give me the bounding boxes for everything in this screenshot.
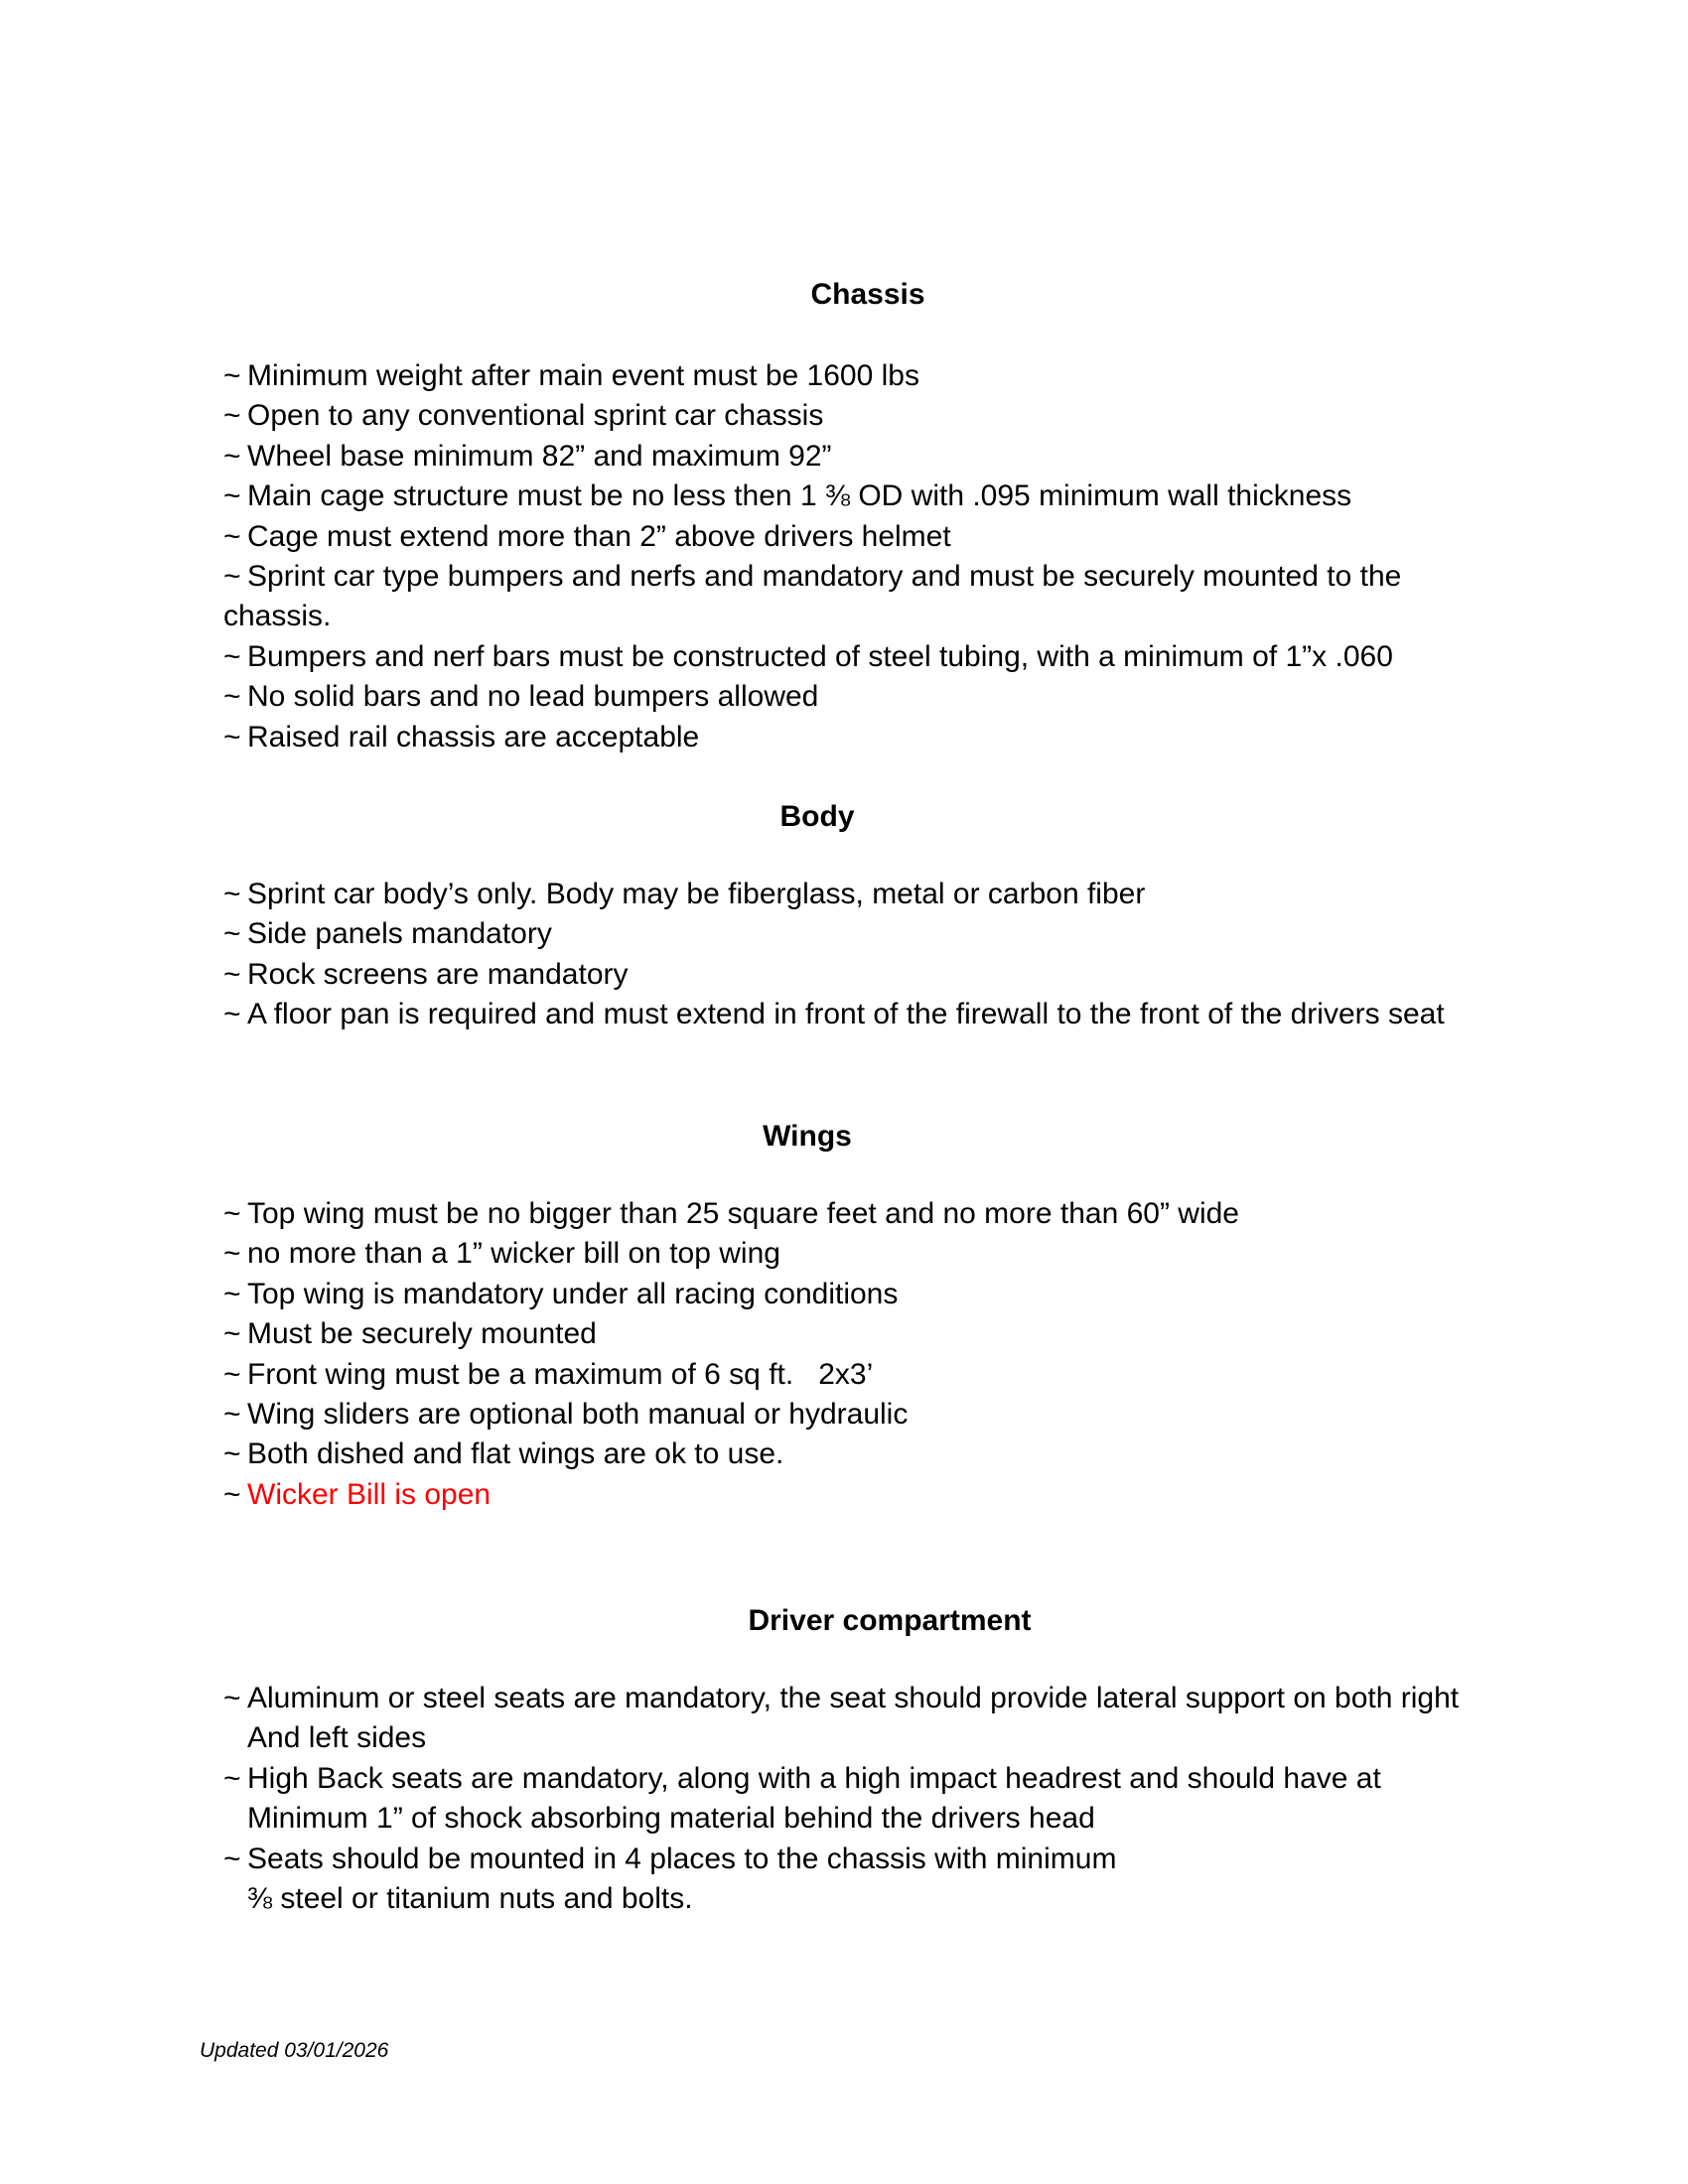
rule-line [223,1679,1459,1718]
rule-text: Both dished and flat wings are ok to use. [247,1437,784,1471]
bullet-tilde: ~ [223,1237,241,1271]
rule-text: Aluminum or steel seats are mandatory, the seat should provide lateral support on both right [247,1682,1460,1714]
bullet-tilde: ~ [223,1842,241,1875]
bullet-tilde: ~ [223,1477,241,1511]
rule-line [223,356,1401,396]
rule-line [223,477,1401,516]
rule-text: Minimum 1” of shock absorbing material behind the drivers head [247,1802,1095,1836]
rule-text: Sprint car body’s only. Body may be fiberglass, metal or carbon fiber [247,878,1146,910]
rule-line-wrap [223,597,1401,636]
rule-text: Top wing is mandatory under all racing conditions [247,1277,899,1310]
bullet-tilde: ~ [223,1317,241,1351]
rule-line [223,637,1401,677]
rule-line [223,1395,1239,1434]
rule-text: High Back seats are mandatory, along with a high impact headrest and should have at [247,1761,1381,1795]
rule-line [223,875,1445,914]
bullet-tilde: ~ [223,1357,241,1391]
bullet-tilde: ~ [223,1197,241,1230]
bullet-tilde: ~ [223,479,241,513]
bullet-tilde: ~ [223,359,241,392]
bullet-tilde: ~ [223,1277,241,1310]
rule-line [223,914,1445,954]
rule-text: no more than a 1” wicker bill on top wing [247,1237,780,1271]
rule-text: chassis. [223,600,332,633]
rule-text: Bumpers and nerf bars must be constructed of steel tubing, with a minimum of 1”x .060 [247,639,1393,673]
rule-line [223,1275,1239,1314]
section-body-driver-compartment [223,1679,1459,1919]
bullet-tilde: ~ [223,1437,241,1471]
bullet-tilde: ~ [223,957,241,991]
section-heading-chassis: Chassis [810,278,925,311]
rule-text: Main cage structure must be no less then 1 ⅜ OD with .095 minimum wall thickness [247,479,1352,513]
bullet-tilde: ~ [223,1682,241,1714]
rule-line [223,995,1445,1034]
bullet-tilde: ~ [223,559,241,593]
section-body-wings [223,1194,1239,1515]
bullet-tilde: ~ [223,639,241,673]
rule-text: And left sides [247,1721,427,1755]
bullet-tilde: ~ [223,998,241,1031]
rule-text: No solid bars and no lead bumpers allowed [247,680,819,714]
rule-line-highlighted [223,1475,1239,1515]
bullet-tilde: ~ [223,1397,241,1431]
section-body-chassis [223,356,1401,757]
rule-text: Top wing must be no bigger than 25 square feet and no more than 60” wide [247,1197,1239,1230]
rule-text: ⅜ steel or titanium nuts and bolts. [247,1881,693,1915]
section-body-body [223,875,1445,1035]
rule-text: Seats should be mounted in 4 places to the chassis with minimum [247,1842,1117,1875]
rule-text: Open to any conventional sprint car chassis [247,399,824,433]
rule-line [223,437,1401,477]
rule-line [223,1759,1459,1799]
rule-line [223,1194,1239,1234]
rule-line-wrap [223,1799,1459,1839]
bullet-tilde: ~ [223,399,241,433]
rule-line [223,1434,1239,1474]
rule-text: Minimum weight after main event must be 1600 lbs [247,359,919,392]
highlighted-rule-text: Wicker Bill is open [247,1477,492,1511]
rule-line [223,557,1401,597]
rule-line [223,1840,1459,1879]
rule-line [223,955,1445,995]
rule-line [223,1234,1239,1274]
rule-line [223,677,1401,717]
rule-text: Wing sliders are optional both manual or hydraulic [247,1397,909,1431]
rule-text: Must be securely mounted [247,1317,597,1351]
bullet-tilde: ~ [223,720,241,753]
rule-text: Raised rail chassis are acceptable [247,720,700,753]
bullet-tilde: ~ [223,439,241,473]
rule-line-wrap [223,1718,1459,1758]
rule-text: Front wing must be a maximum of 6 sq ft. 2x3’ [247,1357,874,1391]
section-heading-driver-compartment: Driver compartment [748,1604,1032,1637]
section-heading-body: Body [779,800,855,833]
rule-line [223,1314,1239,1354]
bullet-tilde: ~ [223,1761,241,1795]
bullet-tilde: ~ [223,519,241,553]
rule-line [223,517,1401,557]
rule-line [223,718,1401,757]
bullet-tilde: ~ [223,878,241,910]
updated-date-footer: Updated 03/01/2026 [200,2039,389,2062]
bullet-tilde: ~ [223,680,241,714]
rule-text: Side panels mandatory [247,917,552,951]
rule-text: Rock screens are mandatory [247,957,629,991]
rule-text: Wheel base minimum 82” and maximum 92” [247,439,832,473]
rule-text: Cage must extend more than 2” above drivers helmet [247,519,951,553]
bullet-tilde: ~ [223,917,241,951]
rule-text: A floor pan is required and must extend in front of the firewall to the front of the drivers seat [247,998,1445,1031]
section-heading-wings: Wings [763,1120,852,1153]
rule-line-wrap [223,1879,1459,1919]
rule-line [223,1355,1239,1395]
rule-text: Sprint car type bumpers and nerfs and mandatory and must be securely mounted to the [247,559,1402,593]
rule-line [223,396,1401,436]
